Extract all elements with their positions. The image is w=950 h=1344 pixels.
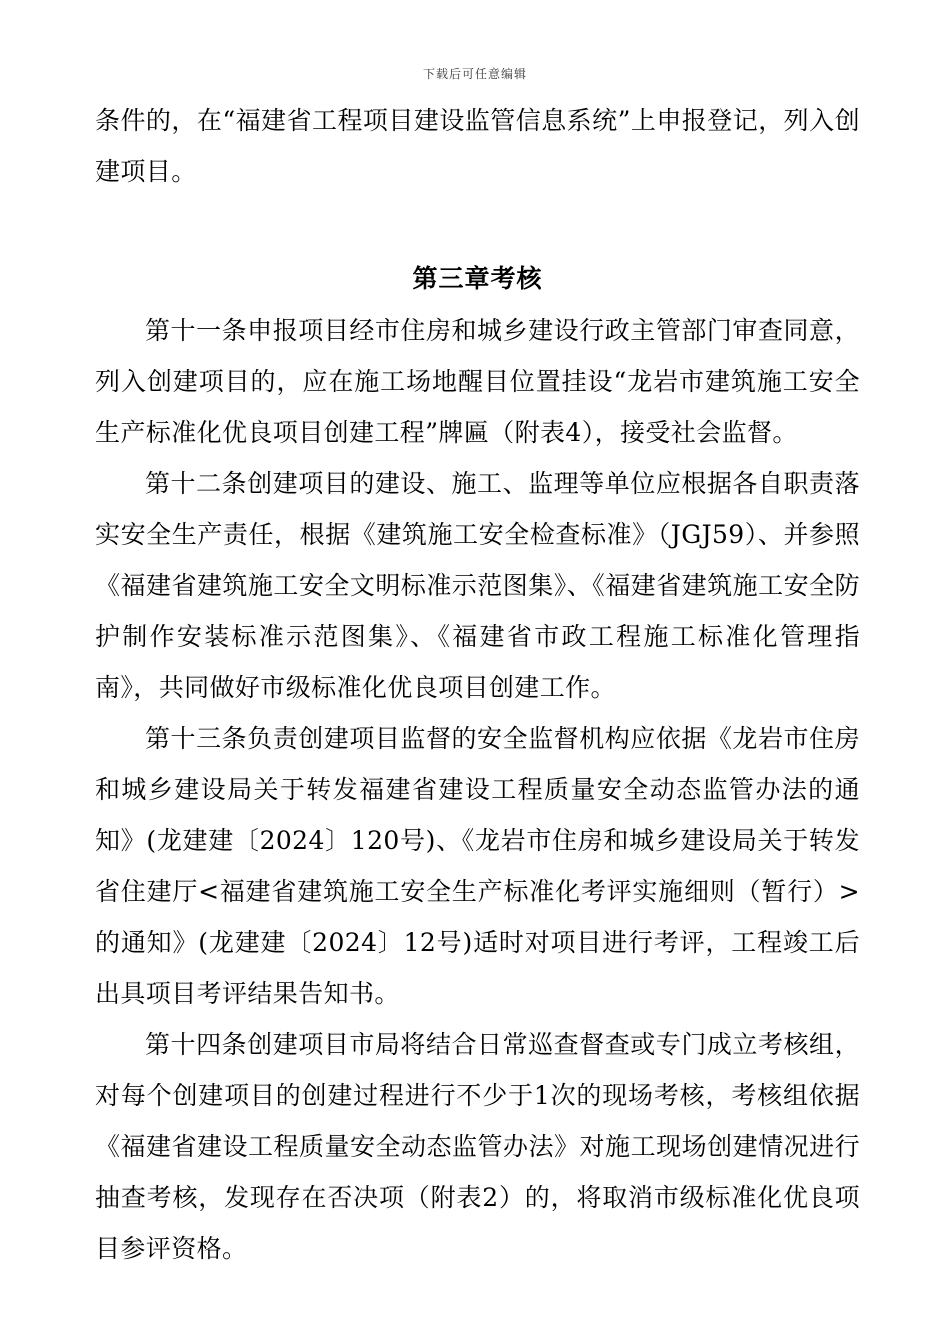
- chapter-title: 第三章考核: [412, 264, 543, 293]
- article-11: 第十一条申报项目经市住房和城乡建设行政主管部门审查同意，列入创建项目的，应在施工场地醒目位置挂设“龙岩市建筑施工安全生产标准化优良项目创建工程”牌匾（附表4），接受社会监督。: [95, 316, 860, 447]
- continuation-paragraph: 条件的，在“福建省工程项目建设监管信息系统”上申报登记，列入创建项目。: [95, 106, 860, 186]
- page-header-note: 下载后可任意编辑: [422, 67, 527, 81]
- document-body: [95, 95, 860, 1274]
- article-14: 第十四条创建项目市局将结合日常巡查督查或专门成立考核组，对每个创建项目的创建过程进行不少于1次的现场考核，考核组依据《福建省建设工程质量安全动态监管办法》对施工现场创建情况进行抽查考核，发现存在否决项（附表2）的，将取消市级标准化优良项目参评资格。: [95, 1030, 860, 1263]
- article-12: 第十二条创建项目的建设、施工、监理等单位应根据各自职责落实安全生产责任，根据《建筑施工安全检查标准》（JGJ59）、并参照《福建省建筑施工安全文明标准示范图集》、《福建省建筑施工安全防护制作安装标准示范图集》、《福建省市政工程施工标准化管理指南》，共同做好市级标准化优良项目创建工作。: [95, 469, 860, 702]
- section-spacer: [95, 197, 860, 253]
- article-13: 第十三条负责创建项目监督的安全监督机构应依据《龙岩市住房和城乡建设局关于转发福建省建设工程质量安全动态监管办法的通知》(龙建建〔2024〕120号)、《龙岩市住房和城乡建设局关于转发省住建厅<福建省建筑施工安全生产标准化考评实施细则（暂行）>的通知》(龙建建〔2024〕12号)适时对项目进行考评，工程竣工后出具项目考评结果告知书。: [95, 724, 860, 1008]
